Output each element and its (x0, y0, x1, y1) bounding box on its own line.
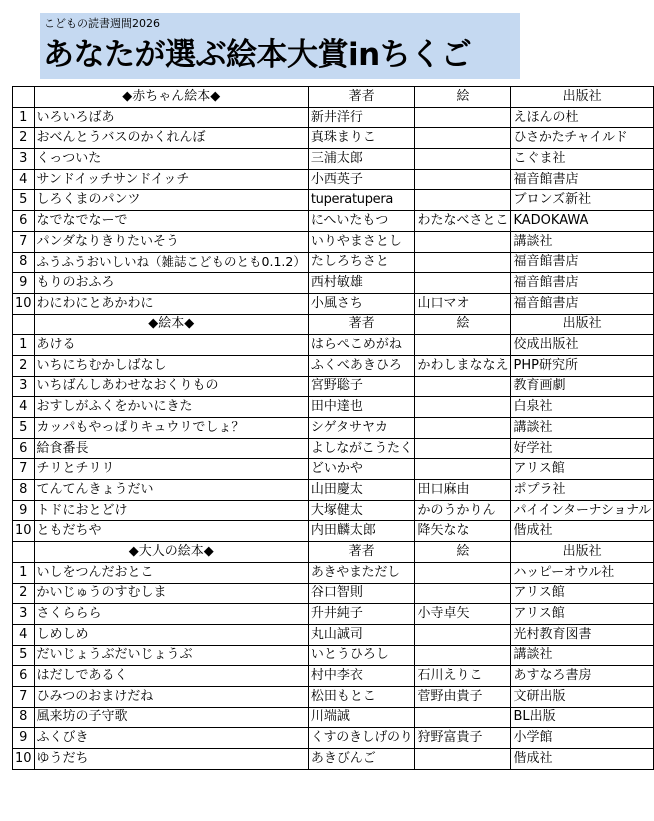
book-author: にへいたもつ (308, 211, 415, 232)
book-title: チリとチリリ (34, 459, 308, 480)
book-author: 丸山誠司 (308, 624, 415, 645)
book-author: 新井洋行 (308, 107, 415, 128)
book-publisher: アリス館 (511, 583, 653, 604)
book-author: 松田もとこ (308, 686, 415, 707)
book-title: ゆうだち (34, 749, 308, 770)
book-publisher: 教育画劇 (511, 376, 653, 397)
book-publisher: 小学館 (511, 728, 653, 749)
book-illustrator: 菅野由貴子 (415, 686, 511, 707)
table-row (13, 149, 654, 170)
book-publisher: アリス館 (511, 604, 653, 625)
book-illustrator (415, 169, 511, 190)
book-author: 西村敏雄 (308, 273, 415, 294)
book-title: おすしがふくをかいにきた (34, 397, 308, 418)
book-author: 内田麟太郎 (308, 521, 415, 542)
book-publisher: ポプラ社 (511, 480, 653, 501)
book-publisher: BL出版 (511, 707, 653, 728)
book-publisher: こぐま社 (511, 149, 653, 170)
book-title: 給食番長 (34, 438, 308, 459)
rank-number: 2 (13, 583, 35, 604)
table-row (13, 335, 654, 356)
table-row (13, 128, 654, 149)
book-author: tuperatupera (308, 190, 415, 211)
book-author: はらぺこめがね (308, 335, 415, 356)
book-author: 川端誠 (308, 707, 415, 728)
book-title: いしをつんだおとこ (34, 562, 308, 583)
book-illustrator (415, 190, 511, 211)
rank-number: 1 (13, 562, 35, 583)
table-row (13, 231, 654, 252)
book-title: ひみつのおまけだね (34, 686, 308, 707)
book-illustrator (415, 335, 511, 356)
book-illustrator (415, 252, 511, 273)
rank-number: 4 (13, 624, 35, 645)
table-row (13, 707, 654, 728)
book-publisher: 講談社 (511, 645, 653, 666)
book-author: いとうひろし (308, 645, 415, 666)
book-title: かいじゅうのすむしま (34, 583, 308, 604)
illustrator-column-header: 絵 (415, 87, 511, 108)
table-row (13, 686, 654, 707)
book-publisher: 偕成社 (511, 749, 653, 770)
book-author: 小風さち (308, 293, 415, 314)
book-illustrator (415, 107, 511, 128)
book-illustrator (415, 459, 511, 480)
table-row (13, 273, 654, 294)
rank-number: 1 (13, 107, 35, 128)
table-row (13, 624, 654, 645)
book-title: もりのおふろ (34, 273, 308, 294)
rank-number: 7 (13, 231, 35, 252)
table-row (13, 521, 654, 542)
book-illustrator: かわしまななえ (415, 355, 511, 376)
book-title: パンダなりきりたいそう (34, 231, 308, 252)
book-publisher: ブロンズ新社 (511, 190, 653, 211)
table-row (13, 190, 654, 211)
book-illustrator: 狩野富貴子 (415, 728, 511, 749)
book-publisher: 偕成社 (511, 521, 653, 542)
book-title: はだしであるく (34, 666, 308, 687)
book-author: くすのきしげのり (308, 728, 415, 749)
book-title: おべんとうバスのかくれんぼ (34, 128, 308, 149)
author-column-header: 著者 (308, 542, 415, 563)
book-illustrator (415, 645, 511, 666)
book-illustrator: 田口麻由 (415, 480, 511, 501)
table-row (13, 397, 654, 418)
book-author: あきやまただし (308, 562, 415, 583)
rank-number: 3 (13, 604, 35, 625)
book-title: カッパもやっぱりキュウリでしょ？ (34, 418, 308, 439)
book-publisher: PHP研究所 (511, 355, 653, 376)
section-header-row (13, 314, 654, 335)
rank-number: 5 (13, 190, 35, 211)
book-illustrator (415, 128, 511, 149)
rank-number: 3 (13, 149, 35, 170)
book-author: 山田慶太 (308, 480, 415, 501)
section-heading: ◆大人の絵本◆ (34, 542, 308, 563)
rank-number: 1 (13, 335, 35, 356)
book-title: くっついた (34, 149, 308, 170)
book-title: サンドイッチサンドイッチ (34, 169, 308, 190)
book-title: しめしめ (34, 624, 308, 645)
book-publisher: 光村教育図書 (511, 624, 653, 645)
event-subtitle: こどもの読書週間2026 (44, 17, 160, 30)
table-row (13, 645, 654, 666)
table-row (13, 107, 654, 128)
table-row (13, 604, 654, 625)
rank-number: 8 (13, 707, 35, 728)
book-illustrator (415, 418, 511, 439)
book-publisher: えほんの杜 (511, 107, 653, 128)
book-publisher: 白泉社 (511, 397, 653, 418)
book-illustrator: かのうかりん (415, 500, 511, 521)
book-illustrator (415, 376, 511, 397)
table-row (13, 666, 654, 687)
book-author: どいかや (308, 459, 415, 480)
publisher-column-header: 出版社 (511, 87, 653, 108)
book-title: だいじょうぶだいじょうぶ (34, 645, 308, 666)
number-column-header (13, 542, 35, 563)
rank-number: 6 (13, 211, 35, 232)
book-publisher: あすなろ書房 (511, 666, 653, 687)
book-publisher: ひさかたチャイルド (511, 128, 653, 149)
book-author: 谷口智則 (308, 583, 415, 604)
table-row (13, 562, 654, 583)
book-author: たしろちさと (308, 252, 415, 273)
book-list-body (13, 87, 654, 770)
book-title: いちにちむかしばなし (34, 355, 308, 376)
book-author: 宮野聡子 (308, 376, 415, 397)
rank-number: 9 (13, 500, 35, 521)
table-row (13, 728, 654, 749)
book-title: わにわにとあかわに (34, 293, 308, 314)
table-row (13, 293, 654, 314)
book-illustrator: 石川えりこ (415, 666, 511, 687)
book-publisher: 福音館書店 (511, 293, 653, 314)
rank-number: 8 (13, 480, 35, 501)
book-publisher: 福音館書店 (511, 273, 653, 294)
rank-number: 10 (13, 293, 35, 314)
book-title: なでなでなーで (34, 211, 308, 232)
rank-number: 5 (13, 645, 35, 666)
rank-number: 2 (13, 355, 35, 376)
book-title: しろくまのパンツ (34, 190, 308, 211)
book-illustrator (415, 149, 511, 170)
book-author: 大塚健太 (308, 500, 415, 521)
section-heading: ◆絵本◆ (34, 314, 308, 335)
book-title: いちばんしあわせなおくりもの (34, 376, 308, 397)
table-row (13, 438, 654, 459)
table-row (13, 480, 654, 501)
book-title: てんてんきょうだい (34, 480, 308, 501)
book-publisher: 文研出版 (511, 686, 653, 707)
rank-number: 4 (13, 397, 35, 418)
rank-number: 9 (13, 728, 35, 749)
book-author: あきびんご (308, 749, 415, 770)
rank-number: 6 (13, 438, 35, 459)
book-author: いりやまさとし (308, 231, 415, 252)
rank-number: 8 (13, 252, 35, 273)
book-author: よしながこうたく (308, 438, 415, 459)
book-illustrator (415, 583, 511, 604)
rank-number: 2 (13, 128, 35, 149)
book-title: ふうふうおいしいね（雑誌こどものとも0.1.2） (34, 252, 308, 273)
table-row (13, 749, 654, 770)
book-publisher: 講談社 (511, 231, 653, 252)
publisher-column-header: 出版社 (511, 314, 653, 335)
book-author: 村中李衣 (308, 666, 415, 687)
table-row (13, 583, 654, 604)
table-row (13, 169, 654, 190)
book-illustrator (415, 707, 511, 728)
table-row (13, 211, 654, 232)
number-column-header (13, 314, 35, 335)
book-illustrator: 小寺卓矢 (415, 604, 511, 625)
table-row (13, 252, 654, 273)
book-title: ふくびき (34, 728, 308, 749)
book-author: 小西英子 (308, 169, 415, 190)
book-author: シゲタサヤカ (308, 418, 415, 439)
book-publisher: ハッピーオウル社 (511, 562, 653, 583)
table-row (13, 459, 654, 480)
rank-number: 7 (13, 686, 35, 707)
book-publisher: 講談社 (511, 418, 653, 439)
book-publisher: 福音館書店 (511, 252, 653, 273)
book-illustrator (415, 438, 511, 459)
publisher-column-header: 出版社 (511, 542, 653, 563)
book-author: 真珠まりこ (308, 128, 415, 149)
book-title: いろいろばあ (34, 107, 308, 128)
rank-number: 10 (13, 521, 35, 542)
illustrator-column-header: 絵 (415, 542, 511, 563)
illustrator-column-header: 絵 (415, 314, 511, 335)
book-publisher: KADOKAWA (511, 211, 653, 232)
rank-number: 10 (13, 749, 35, 770)
book-illustrator (415, 562, 511, 583)
rank-number: 3 (13, 376, 35, 397)
book-title: ともだちや (34, 521, 308, 542)
number-column-header (13, 87, 35, 108)
book-publisher: 好学社 (511, 438, 653, 459)
section-header-row (13, 87, 654, 108)
table-row (13, 500, 654, 521)
book-title: さくららら (34, 604, 308, 625)
book-author: 田中達也 (308, 397, 415, 418)
rank-number: 6 (13, 666, 35, 687)
table-row (13, 418, 654, 439)
book-title: あける (34, 335, 308, 356)
book-title: トドにおとどけ (34, 500, 308, 521)
author-column-header: 著者 (308, 87, 415, 108)
book-title: 風来坊の子守歌 (34, 707, 308, 728)
book-author: ふくべあきひろ (308, 355, 415, 376)
book-illustrator: 降矢なな (415, 521, 511, 542)
author-column-header: 著者 (308, 314, 415, 335)
book-publisher: 福音館書店 (511, 169, 653, 190)
section-heading: ◆赤ちゃん絵本◆ (34, 87, 308, 108)
book-illustrator (415, 749, 511, 770)
book-author: 升井純子 (308, 604, 415, 625)
rank-number: 4 (13, 169, 35, 190)
book-illustrator (415, 397, 511, 418)
book-illustrator (415, 231, 511, 252)
section-header-row (13, 542, 654, 563)
book-illustrator (415, 273, 511, 294)
table-row (13, 355, 654, 376)
book-illustrator: 山口マオ (415, 293, 511, 314)
book-illustrator: わたなべさとこ (415, 211, 511, 232)
book-author: 三浦太郎 (308, 149, 415, 170)
table-row (13, 376, 654, 397)
header-banner (40, 13, 520, 79)
book-illustrator (415, 624, 511, 645)
rank-number: 9 (13, 273, 35, 294)
book-publisher: アリス館 (511, 459, 653, 480)
page-title: あなたが選ぶ絵本大賞inちくご (43, 37, 472, 73)
book-publisher: パイインターナショナル (511, 500, 653, 521)
book-publisher: 佼成出版社 (511, 335, 653, 356)
book-list-table (12, 86, 654, 770)
rank-number: 7 (13, 459, 35, 480)
rank-number: 5 (13, 418, 35, 439)
